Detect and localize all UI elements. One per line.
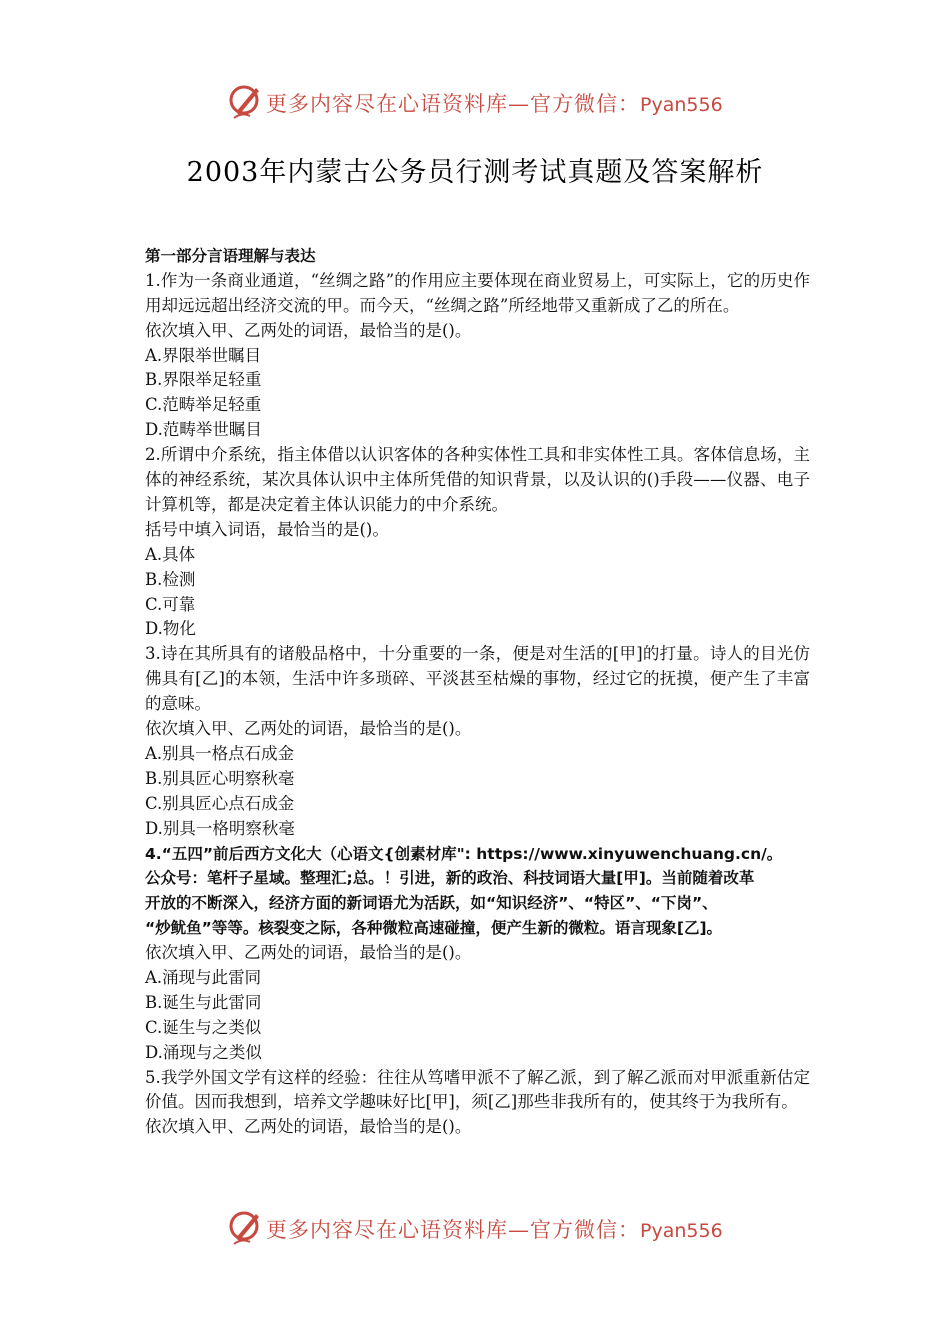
question-3-option-b: B.别具匠心明察秋毫 xyxy=(145,768,295,788)
question-4-option-a: A.涌现与此雷同 xyxy=(145,967,262,987)
question-4-prompt: 依次填入甲、乙两处的词语，最恰当的是()。 xyxy=(145,943,472,963)
question-3-prompt: 依次填入甲、乙两处的词语，最恰当的是()。 xyxy=(145,719,472,739)
question-3-option-d: D.别具一格明察秋毫 xyxy=(145,818,295,838)
question-2-stem: 2.所谓中介系统，指主体借以认识客体的各种实体性工具和非实体性工具。客体信息场，主体的神经系统，某次具体认识中主体所凭借的知识背景，以及认识的()手段——仪器、电子计算机等，都是决定着主体认识能力的中介系统。 xyxy=(145,445,810,514)
question-2-option-a: A.具体 xyxy=(145,544,196,564)
question-2-option-d: D.物化 xyxy=(145,619,196,639)
watermark-text: 更多内容尽在心语资料库—官方微信：Pyan556 xyxy=(266,1218,723,1242)
question-4-stem-line-3: 开放的不断深入，经济方面的新词语尤为活跃，如“知识经济”、“特区”、“下岗”、 xyxy=(145,894,718,913)
question-5-stem: 5.我学外国文学有这样的经验：往往从笃嗜甲派不了解乙派，到了解乙派而对甲派重新估定价值。因而我想到，培养文学趣味好比[甲]，须[乙]那些非我所有的，使其终于为我所有。 xyxy=(145,1067,810,1112)
question-4-stem-line-2: 公众号：笔杆子星域。整理汇;总。！引进，新的政治、科技词语大量[甲]。当前随着改革 xyxy=(145,869,755,888)
question-1-option-a: A.界限举世瞩目 xyxy=(145,345,262,365)
question-1-prompt: 依次填入甲、乙两处的词语，最恰当的是()。 xyxy=(145,320,472,340)
question-4-option-b: B.诞生与此雷同 xyxy=(145,992,262,1012)
footer-watermark-banner xyxy=(0,1208,950,1252)
question-3-stem: 3.诗在其所具有的诸般品格中，十分重要的一条，便是对生活的[甲]的打量。诗人的目光仿佛具有[乙]的本领，生活中许多琐碎、平淡甚至枯燥的事物，经过它的抚摸，便产生了丰富的意味。 xyxy=(145,644,810,714)
question-4-stem-line-1: 4.“五四”前后西方文化大（心语文{创素材库": https://www.xinyuwenchuang.cn/。 xyxy=(145,844,783,863)
question-1-option-b: B.界限举足轻重 xyxy=(145,370,262,390)
question-2-prompt: 括号中填入词语，最恰当的是()。 xyxy=(145,519,389,539)
section-heading: 第一部分言语理解与表达 xyxy=(145,247,316,265)
document-body xyxy=(145,244,810,1140)
header-watermark-banner xyxy=(0,82,950,126)
question-4-stem-line-4: “炒鱿鱼”等等。核裂变之际，各种微粒高速碰撞，便产生新的微粒。语言现象[乙]。 xyxy=(145,919,723,938)
pen-logo-icon xyxy=(228,82,264,122)
question-3-option-a: A.别具一格点石成金 xyxy=(145,743,295,763)
wechat-id: Pyan556 xyxy=(640,1220,723,1242)
pen-logo-icon xyxy=(228,1208,264,1248)
question-1-stem: 1.作为一条商业通道，“丝绸之路”的作用应主要体现在商业贸易上，可实际上，它的历史作用却远远超出经济交流的甲。而今天，“丝绸之路”所经地带又重新成了乙的所在。 xyxy=(145,270,810,315)
question-1-option-c: C.范畴举足轻重 xyxy=(145,395,262,415)
wechat-id: Pyan556 xyxy=(640,94,723,116)
question-5-prompt: 依次填入甲、乙两处的词语，最恰当的是()。 xyxy=(145,1117,472,1137)
question-1-option-d: D.范畴举世瞩目 xyxy=(145,420,262,440)
question-4-option-c: C.诞生与之类似 xyxy=(145,1017,262,1037)
question-3-option-c: C.别具匠心点石成金 xyxy=(145,793,295,813)
question-2-option-c: C.可靠 xyxy=(145,594,196,614)
question-2-option-b: B.检测 xyxy=(145,569,196,589)
watermark-text: 更多内容尽在心语资料库—官方微信：Pyan556 xyxy=(266,92,723,116)
page-title: 2003年内蒙古公务员行测考试真题及答案解析 xyxy=(186,157,764,188)
question-4-option-d: D.涌现与之类似 xyxy=(145,1042,262,1062)
